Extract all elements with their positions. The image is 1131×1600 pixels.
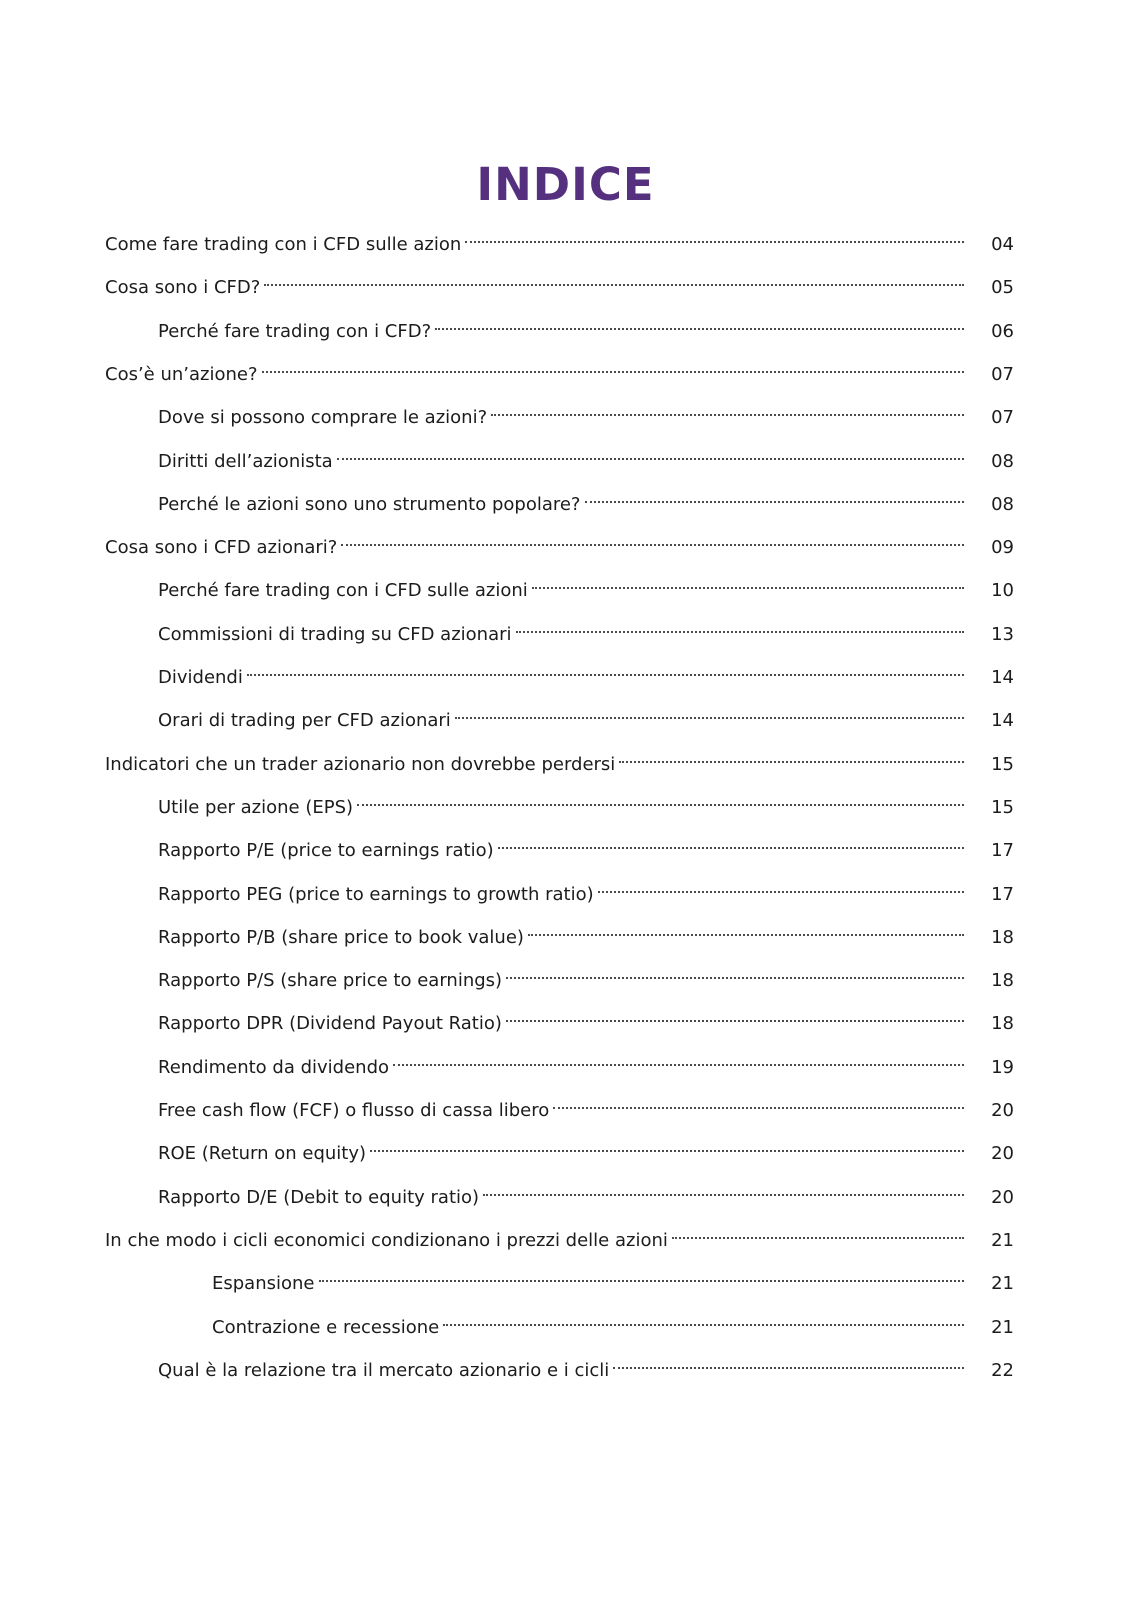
dot-leader	[553, 1086, 964, 1116]
toc-entry-title: Commissioni di trading su CFD azionari	[158, 623, 512, 645]
toc-page-number: 20	[991, 1143, 1014, 1165]
toc-entry-title: Perché fare trading con i CFD sulle azioni	[158, 580, 528, 602]
toc-entry-title: Dove si possono comprare le azioni?	[158, 407, 488, 429]
toc-entry-title: Espansione	[212, 1273, 315, 1295]
toc-page-number: 18	[991, 970, 1014, 992]
toc-entry-title: Rapporto D/E (Debit to equity ratio)	[158, 1186, 480, 1208]
dot-leader	[262, 350, 964, 380]
toc-entry-title: Rendimento da dividendo	[158, 1056, 390, 1078]
toc-entry-title: Cos’è un’azione?	[105, 363, 258, 385]
toc-entry-title: Rapporto PEG (price to earnings to growth ratio)	[158, 883, 594, 905]
dot-leader	[264, 263, 964, 293]
page-title: INDICE	[476, 158, 655, 212]
toc-entry-title: Dividendi	[158, 667, 243, 688]
dot-leader	[483, 1173, 964, 1203]
dot-leader	[341, 523, 964, 553]
toc-page-number: 21	[991, 1229, 1014, 1251]
toc-page-number: 18	[991, 926, 1014, 948]
toc-entry-title: ROE (Return on equity)	[158, 1143, 367, 1165]
dot-leader	[532, 566, 964, 596]
toc-entry-title: Qual è la relazione tra il mercato azionario e i cicli	[158, 1359, 610, 1381]
toc-page-number: 08	[991, 493, 1014, 515]
dot-leader	[506, 956, 964, 986]
toc-entry[interactable]	[158, 566, 1014, 602]
toc-entry[interactable]	[158, 480, 1014, 515]
toc-entry[interactable]	[105, 1216, 1014, 1251]
dot-leader	[516, 610, 964, 640]
toc-page-number: 17	[991, 840, 1014, 862]
toc-page-number: 09	[991, 537, 1014, 559]
toc-entry-title: Orari di trading per CFD azionari	[158, 710, 451, 732]
toc-entry-title: Contrazione e recessione	[212, 1316, 440, 1338]
toc-entry-title: Perché fare trading con i CFD?	[158, 320, 432, 342]
dot-leader	[506, 999, 964, 1029]
dot-leader	[247, 653, 964, 683]
dot-leader	[598, 870, 964, 900]
dot-leader	[393, 1043, 964, 1073]
toc-entry-title: Diritti dell’azionista	[158, 450, 333, 472]
toc-page-number: 20	[991, 1186, 1014, 1208]
toc-entry[interactable]	[158, 826, 1014, 862]
dot-leader	[672, 1216, 964, 1246]
dot-leader	[357, 783, 964, 813]
toc-entry-title: Rapporto P/E (price to earnings ratio)	[158, 840, 494, 862]
toc-page-number: 19	[991, 1056, 1014, 1078]
toc-entry-title: Free cash flow (FCF) o flusso di cassa libero	[158, 1100, 550, 1121]
dot-leader	[619, 740, 964, 770]
toc-entry[interactable]	[158, 696, 1014, 732]
dot-leader	[455, 696, 964, 726]
toc-page-number: 07	[991, 363, 1014, 385]
toc-entry[interactable]	[105, 220, 1014, 255]
toc-entry-title: Cosa sono i CFD?	[105, 277, 261, 299]
toc-entry[interactable]	[105, 263, 1014, 299]
dot-leader	[443, 1303, 964, 1333]
dot-leader	[491, 393, 964, 423]
dot-leader	[613, 1346, 964, 1376]
toc-page-number: 13	[991, 623, 1014, 645]
dot-leader	[435, 307, 964, 337]
toc-entry-title: Utile per azione (EPS)	[158, 796, 354, 818]
toc-entry[interactable]	[158, 1173, 1014, 1208]
toc-entry[interactable]	[105, 523, 1014, 559]
toc-entry-title: Cosa sono i CFD azionari?	[105, 537, 338, 559]
toc-entry[interactable]	[158, 1043, 1014, 1078]
dot-leader	[319, 1259, 965, 1289]
dot-leader	[498, 826, 964, 856]
toc-entry[interactable]	[212, 1259, 1014, 1295]
dot-leader	[337, 437, 964, 467]
toc-entry[interactable]	[158, 1346, 1014, 1381]
toc-entry-title: Rapporto DPR (Dividend Payout Ratio)	[158, 1013, 502, 1035]
toc-entry[interactable]	[158, 1086, 1014, 1121]
toc-page-number: 08	[991, 450, 1014, 472]
toc-entry[interactable]	[158, 1129, 1014, 1165]
toc-page-number: 22	[991, 1359, 1014, 1381]
toc-entry-title: Indicatori che un trader azionario non dovrebbe perdersi	[105, 753, 616, 775]
toc-entry[interactable]	[158, 999, 1014, 1035]
toc-entry[interactable]	[105, 740, 1014, 775]
toc-page-number: 18	[991, 1013, 1014, 1035]
toc-entry[interactable]	[212, 1303, 1014, 1338]
toc-page-number: 21	[991, 1273, 1014, 1295]
toc-entry-title: Rapporto P/S (share price to earnings)	[158, 970, 503, 992]
dot-leader	[465, 220, 964, 250]
toc-page-number: 21	[991, 1316, 1014, 1338]
toc-entry[interactable]	[158, 307, 1014, 342]
toc-entry[interactable]	[158, 653, 1014, 688]
toc-entry[interactable]	[158, 783, 1014, 818]
toc-page-number: 07	[991, 407, 1014, 429]
dot-leader	[528, 913, 964, 943]
toc-page-number: 04	[991, 234, 1014, 255]
toc-entry[interactable]	[158, 913, 1014, 948]
toc-page-number: 05	[991, 277, 1014, 299]
dot-leader	[370, 1129, 964, 1159]
toc-entry-title: Rapporto P/B (share price to book value)	[158, 926, 524, 948]
toc-page-number: 20	[991, 1100, 1014, 1121]
toc-entry[interactable]	[158, 956, 1014, 992]
toc-page-number: 14	[991, 710, 1014, 732]
toc-entry-title: In che modo i cicli economici condizionano i prezzi delle azioni	[105, 1229, 668, 1251]
toc-entry[interactable]	[158, 870, 1014, 905]
toc-page-number: 06	[991, 320, 1014, 342]
toc-entry[interactable]	[105, 350, 1014, 385]
toc-entry[interactable]	[158, 610, 1014, 645]
toc-entry[interactable]	[158, 437, 1014, 472]
toc-page-number: 15	[991, 796, 1014, 818]
dot-leader	[585, 480, 965, 510]
toc-page-number: 17	[991, 883, 1014, 905]
toc-entry-title: Come fare trading con i CFD sulle azion	[105, 234, 462, 255]
toc-entry-title: Perché le azioni sono uno strumento popolare?	[158, 493, 581, 515]
toc-page-number: 10	[991, 580, 1014, 602]
toc-entry[interactable]	[158, 393, 1014, 429]
toc-page-number: 15	[991, 753, 1014, 775]
toc-page-number: 14	[991, 667, 1014, 688]
